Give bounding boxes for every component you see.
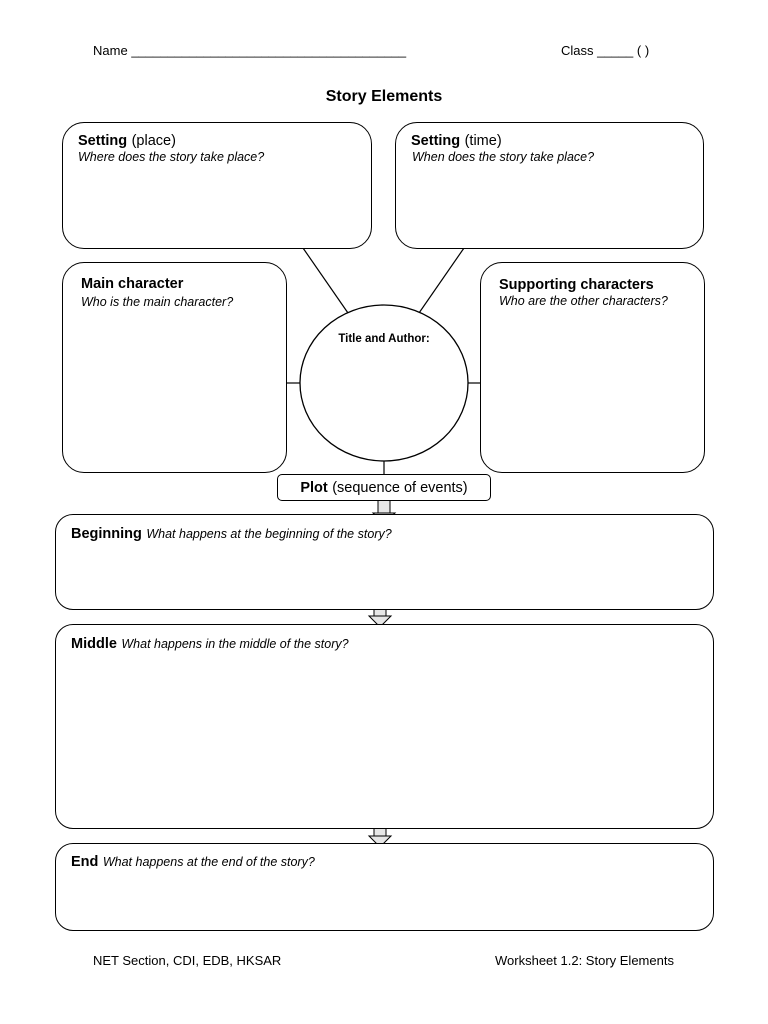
end-box[interactable] xyxy=(55,843,714,931)
title-author-label: Title and Author: xyxy=(338,333,430,345)
supporting-characters-box[interactable] xyxy=(480,262,705,473)
beginning-question: What happens at the beginning of the story? xyxy=(146,527,392,541)
main-character-question: Who is the main character? xyxy=(81,295,234,309)
title-author-area[interactable] xyxy=(308,352,460,448)
plot-box xyxy=(277,474,491,501)
setting-time-box[interactable] xyxy=(395,122,704,249)
setting-time-heading: Setting xyxy=(411,133,461,149)
supporting-characters-question: Who are the other characters? xyxy=(499,294,668,308)
end-heading-line xyxy=(71,853,315,871)
class-label: Class xyxy=(561,43,594,58)
beginning-heading-line xyxy=(71,525,392,543)
setting-place-heading-line xyxy=(78,132,176,150)
setting-place-box[interactable] xyxy=(62,122,372,249)
setting-place-note: (place) xyxy=(131,133,176,149)
setting-time-heading-line xyxy=(411,132,502,150)
middle-box[interactable] xyxy=(55,624,714,829)
name-label: Name xyxy=(93,43,128,58)
footer-right: Worksheet 1.2: Story Elements xyxy=(495,953,674,968)
middle-heading-line xyxy=(71,635,349,653)
class-line xyxy=(561,43,649,58)
connector-setting-time xyxy=(419,248,464,313)
plot-heading: Plot xyxy=(300,480,328,496)
beginning-heading: Beginning xyxy=(71,526,142,542)
setting-time-note: (time) xyxy=(464,133,502,149)
middle-question: What happens in the middle of the story? xyxy=(121,637,349,651)
connector-setting-place xyxy=(303,248,348,313)
page-title: Story Elements xyxy=(325,88,443,105)
class-blank[interactable]: _____ ( ) xyxy=(597,43,650,58)
setting-time-question: When does the story take place? xyxy=(412,150,595,164)
main-character-box[interactable] xyxy=(62,262,287,473)
end-heading: End xyxy=(71,854,99,870)
setting-place-question: Where does the story take place? xyxy=(78,150,265,164)
name-blank[interactable]: ______________________________________ xyxy=(131,43,407,58)
beginning-box[interactable] xyxy=(55,514,714,610)
supporting-characters-heading: Supporting characters xyxy=(499,277,654,293)
footer-left: NET Section, CDI, EDB, HKSAR xyxy=(93,953,282,968)
end-question: What happens at the end of the story? xyxy=(102,855,315,869)
name-line xyxy=(93,43,406,58)
main-character-heading: Main character xyxy=(81,276,184,292)
plot-note: (sequence of events) xyxy=(332,480,468,496)
middle-heading: Middle xyxy=(71,636,117,652)
setting-place-heading: Setting xyxy=(78,133,128,149)
